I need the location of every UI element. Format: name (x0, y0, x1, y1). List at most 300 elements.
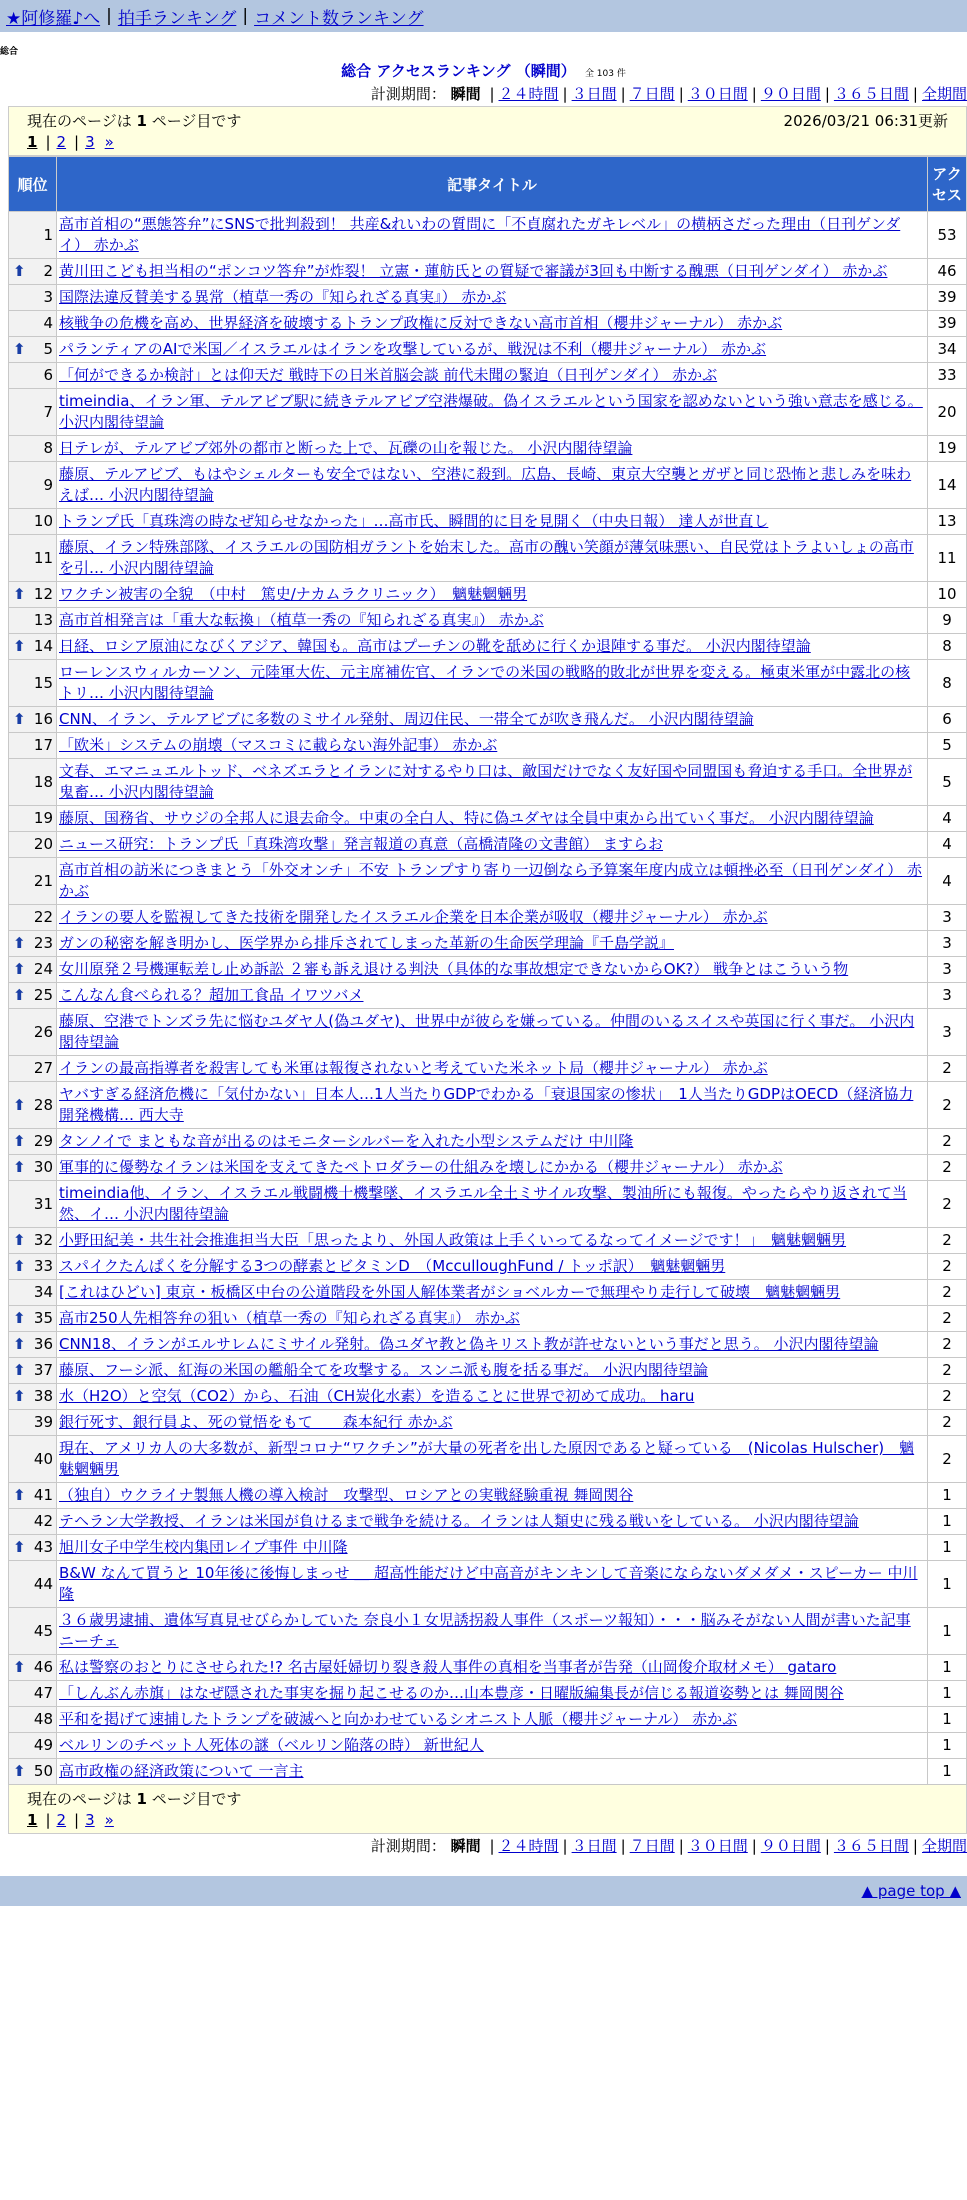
rank-cell (9, 582, 57, 608)
access-count: 1 (928, 1509, 967, 1535)
page-status: 現在のページは 1 ページ目です (27, 1789, 242, 1808)
rank-cell (9, 806, 57, 832)
period-link[interactable]: ３６５日間 (833, 85, 909, 103)
title-cell (57, 212, 928, 259)
rank-cell (9, 1082, 57, 1129)
article-link[interactable]: イランの要人を監視してきた技術を開発したイスラエル企業を日本企業が吸収（櫻井ジャーナル） 赤かぶ (59, 908, 768, 926)
access-count: 5 (928, 733, 967, 759)
article-link[interactable]: CNN、イラン、テルアビブに多数のミサイル発射、周辺住民、一帯全てが吹き飛んだ。 小沢内閣待望論 (59, 710, 754, 728)
period-current: 瞬間 (450, 85, 481, 103)
access-count: 2 (928, 1410, 967, 1436)
updated-timestamp: 2026/03/21 06:31更新 (783, 111, 948, 130)
table-row (9, 806, 967, 832)
title-cell (57, 634, 928, 660)
table-row (9, 337, 967, 363)
title-cell (57, 1655, 928, 1681)
rank-number: 24 (33, 960, 53, 978)
header-rank: 順位 (9, 157, 57, 212)
table-row (9, 905, 967, 931)
period-link[interactable]: ３日間 (571, 1837, 617, 1855)
page-separator: | (45, 133, 51, 151)
rank-number: 35 (33, 1309, 53, 1327)
access-count: 3 (928, 931, 967, 957)
article-link[interactable]: 水（H2O）と空気（CO2）から、石油（CH炭化水素）を造ることに世界で初めて成功。 haru (59, 1387, 695, 1405)
title-cell (57, 983, 928, 1009)
access-count: 34 (928, 337, 967, 363)
access-count: 14 (928, 462, 967, 509)
header-title: 記事タイトル (57, 157, 928, 212)
rank-number: 8 (43, 439, 53, 457)
access-count: 2 (928, 1056, 967, 1082)
rank-cell (9, 1410, 57, 1436)
title-cell (57, 1707, 928, 1733)
access-count: 2 (928, 1384, 967, 1410)
access-count: 19 (928, 436, 967, 462)
access-count: 6 (928, 707, 967, 733)
table-row (9, 1009, 967, 1056)
rank-cell (9, 608, 57, 634)
rank-number: 16 (33, 710, 53, 728)
rank-number: 44 (33, 1574, 53, 1593)
rank-up-arrow-icon: ⬆ (13, 934, 26, 952)
article-link[interactable]: こんなん食べられる？超加工食品 イワツバメ (59, 986, 364, 1004)
ranking-count: 全 103 件 (584, 69, 626, 79)
period-links-bottom (485, 1837, 967, 1855)
access-count: 46 (928, 259, 967, 285)
rank-cell (9, 1655, 57, 1681)
article-link[interactable]: 平和を掲げて速捕したトランプを破滅へと向かわせているシオニスト人脈（櫻井ジャーナル） 赤かぶ (59, 1710, 738, 1728)
table-row (9, 1332, 967, 1358)
rank-cell (9, 509, 57, 535)
rank-cell (9, 1306, 57, 1332)
rank-number: 39 (33, 1413, 53, 1431)
access-count: 1 (928, 1535, 967, 1561)
article-link[interactable]: 高市250人先相答弁の狙い（植草一秀の『知られざる真実』） 赤かぶ (59, 1309, 520, 1327)
article-link[interactable]: 「しんぶん赤旗」はなぜ隠された事実を掘り起こせるのか…山本豊彦・日曜版編集長が信じる報道姿勢とは 舞岡関谷 (59, 1684, 844, 1702)
table-row (9, 931, 967, 957)
rank-number: 45 (33, 1621, 53, 1640)
rank-number: 29 (33, 1132, 53, 1150)
rank-number: 32 (33, 1231, 53, 1249)
rank-cell (9, 285, 57, 311)
article-link[interactable]: 高市首相発言は「重大な転換」（植草一秀の『知られざる真実』） 赤かぶ (59, 611, 544, 629)
article-link[interactable]: ヤバすぎる経済危機に「気付かない」日本人…1人当たりGDPでわかる「衰退国家の惨状」 1人当たりGDPはOECD（経済協力開発機構… 西大寺 (59, 1085, 914, 1124)
access-count: 8 (928, 660, 967, 707)
rank-cell (9, 931, 57, 957)
article-link[interactable]: 黄川田こども担当相の“ポンコツ答弁”が炸裂！ 立憲・蓮舫氏との質疑で審議が3回も中断する醜悪（日刊ゲンダイ） 赤かぶ (59, 262, 888, 280)
title-cell (57, 1155, 928, 1181)
table-row (9, 1129, 967, 1155)
header-access: アクセス (928, 157, 967, 212)
footer-bar (0, 1876, 967, 1906)
access-count: 4 (928, 832, 967, 858)
rank-up-arrow-icon: ⬆ (13, 986, 26, 1004)
title-cell (57, 806, 928, 832)
rank-up-arrow-icon: ⬆ (13, 585, 26, 603)
access-count: 2 (928, 1129, 967, 1155)
title-cell (57, 535, 928, 582)
article-link[interactable]: 私は警察のおとりにさせられた!? 名古屋妊婦切り裂き殺人事件の真相を当事者が告発（山岡俊介取材メモ） gataro (59, 1658, 837, 1676)
rank-cell (9, 733, 57, 759)
period-link[interactable]: 全期間 (921, 85, 967, 103)
article-link[interactable]: 現在、アメリカ人の大多数が、新型コロナ“ワクチン”が大量の死者を出した原因であると疑っている (Nicolas Hulscher) 魑魅魍魎男 (59, 1439, 915, 1478)
article-link[interactable]: timeindia他、イラン、イスラエル戦闘機十機撃墜、イスラエル全土ミサイル攻撃、製油所にも報復。やったらやり返されて当然、イ… 小沢内閣待望論 (59, 1184, 907, 1223)
table-row (9, 1155, 967, 1181)
pager-top (8, 106, 967, 156)
table-row (9, 733, 967, 759)
table-row (9, 259, 967, 285)
period-link[interactable]: ３０日間 (687, 1837, 748, 1855)
article-link[interactable]: 藤原、テルアビブ、もはやシェルターも安全ではない、空港に殺到。広島、長崎、東京大空襲とガザと同じ恐怖と悲しみを味わえば… 小沢内閣待望論 (59, 465, 912, 504)
table-row (9, 311, 967, 337)
access-count: 2 (928, 1332, 967, 1358)
rank-number: 21 (33, 871, 53, 890)
article-link[interactable]: ニュース研究：トランプ氏「真珠湾攻撃」発言報道の真意（高橋清隆の文書館） ますらお (59, 835, 664, 853)
title-cell (57, 1733, 928, 1759)
title-cell (57, 1228, 928, 1254)
rank-cell (9, 1759, 57, 1785)
rank-cell (9, 1681, 57, 1707)
title-cell (57, 259, 928, 285)
page-link[interactable]: 3 (85, 133, 95, 151)
article-link[interactable]: 国際法違反賛美する異常（植草一秀の『知られざる真実』） 赤かぶ (59, 288, 507, 306)
article-link[interactable]: 高市政権の経済政策について 一言主 (59, 1762, 304, 1780)
access-count: 4 (928, 858, 967, 905)
table-row (9, 1254, 967, 1280)
rank-number: 13 (33, 611, 53, 629)
table-row (9, 1561, 967, 1608)
rank-cell (9, 1483, 57, 1509)
rank-cell (9, 1707, 57, 1733)
period-separator: | (562, 85, 568, 103)
rank-up-arrow-icon: ⬆ (13, 262, 26, 280)
rank-number: 48 (33, 1710, 53, 1728)
title-cell (57, 707, 928, 733)
period-link[interactable]: ２４時間 (498, 1837, 559, 1855)
rank-cell (9, 1608, 57, 1655)
rank-cell (9, 660, 57, 707)
rank-cell (9, 462, 57, 509)
comment-ranking-link[interactable]: コメント数ランキング (254, 8, 424, 29)
table-row (9, 1384, 967, 1410)
article-link[interactable]: 高市首相の訪米につきまとう「外交オンチ」不安 トランプすり寄り一辺倒なら予算案年度内成立は頓挫必至（日刊ゲンダイ） 赤かぶ (59, 861, 923, 900)
access-count: 20 (928, 389, 967, 436)
article-link[interactable]: CNN18、イランがエルサレムにミサイル発射。偽ユダヤ教と偽キリスト教が許せないという事だと思う。 小沢内閣待望論 (59, 1335, 879, 1353)
article-link[interactable]: 旭川女子中学生校内集団レイプ事件 中川隆 (59, 1538, 348, 1556)
article-link[interactable]: 文春、エマニュエルトッド、ベネズエラとイランに対するやり口は、敵国だけでなく友好国や同盟国も脅迫する手口。全世界が鬼畜… 小沢内閣待望論 (59, 762, 913, 801)
article-link[interactable]: ３６歳男逮捕、遺体写真見せびらかしていた 奈良小１女児誘拐殺人事件（スポーツ報知）・・・脳みそがない人間が書いた記事 ニーチェ (59, 1611, 911, 1650)
access-count: 2 (928, 1436, 967, 1483)
table-row (9, 634, 967, 660)
title-cell (57, 660, 928, 707)
table-row (9, 389, 967, 436)
period-link[interactable]: ３０日間 (687, 85, 748, 103)
rank-cell (9, 1009, 57, 1056)
table-row (9, 535, 967, 582)
rank-cell (9, 1056, 57, 1082)
article-link[interactable]: ガンの秘密を解き明かし、医学界から排斥されてしまった革新の生命医学理論『千島学説』 (59, 934, 675, 952)
rank-cell (9, 1181, 57, 1228)
table-row (9, 1608, 967, 1655)
rank-cell (9, 1358, 57, 1384)
access-count: 39 (928, 285, 967, 311)
rank-cell (9, 212, 57, 259)
title-cell (57, 1129, 928, 1155)
period-separator: | (912, 85, 918, 103)
access-count: 4 (928, 806, 967, 832)
period-link[interactable]: ９０日間 (760, 1837, 821, 1855)
article-link[interactable]: 藤原、国務省、サウジの全邦人に退去命令。中東の全白人、特に偽ユダヤは全員中東から出ていく事だ。 小沢内閣待望論 (59, 809, 874, 827)
title-cell (57, 1509, 928, 1535)
access-count: 5 (928, 759, 967, 806)
period-separator: | (489, 85, 495, 103)
rank-up-arrow-icon: ⬆ (13, 710, 26, 728)
rank-number: 23 (33, 934, 53, 952)
rank-number: 14 (33, 637, 53, 655)
table-row (9, 608, 967, 634)
access-count: 2 (928, 1306, 967, 1332)
rank-number: 42 (33, 1512, 53, 1530)
rank-number: 36 (33, 1335, 53, 1353)
access-count: 1 (928, 1707, 967, 1733)
rank-number: 47 (33, 1684, 53, 1702)
period-link[interactable]: ２４時間 (498, 85, 559, 103)
period-separator: | (562, 1837, 568, 1855)
access-count: 9 (928, 608, 967, 634)
title-cell (57, 931, 928, 957)
article-link[interactable]: 女川原発２号機運転差し止め訴訟 ２審も訴え退ける判決（具体的な事故想定できないからOK?） 戦争とはこういう物 (59, 960, 849, 978)
table-row (9, 858, 967, 905)
page-links-top (27, 131, 948, 153)
period-label: 計測期間： (370, 85, 446, 103)
rank-number: 1 (43, 225, 53, 244)
period-link[interactable]: ７日間 (629, 1837, 675, 1855)
table-row (9, 436, 967, 462)
rank-up-arrow-icon: ⬆ (13, 1658, 26, 1676)
table-row (9, 759, 967, 806)
top-nav-bar (0, 0, 967, 32)
rank-number: 15 (33, 673, 53, 692)
article-link[interactable]: 銀行死す、銀行員よ、死の覚悟をもて 森本紀行 赤かぶ (59, 1413, 453, 1431)
rank-number: 33 (33, 1257, 53, 1275)
article-link[interactable]: 小野田紀美・共生社会推進担当大臣「思ったより、外国人政策は上手くいってるなってイメージです！」 魑魅魍魎男 (59, 1231, 847, 1249)
rank-number: 11 (33, 548, 53, 567)
title-cell (57, 582, 928, 608)
access-count: 1 (928, 1561, 967, 1608)
title-cell (57, 1535, 928, 1561)
rank-cell (9, 1535, 57, 1561)
period-link[interactable]: ３日間 (571, 85, 617, 103)
rank-cell (9, 1280, 57, 1306)
rank-cell (9, 905, 57, 931)
title-cell (57, 733, 928, 759)
access-count: 11 (928, 535, 967, 582)
page-top-link[interactable]: ▲ page top ▲ (861, 1882, 961, 1900)
table-row (9, 1181, 967, 1228)
title-cell (57, 905, 928, 931)
ranking-table (8, 156, 967, 1785)
article-link[interactable]: 「何ができるか検討」とは仰天だ 戦時下の日米首脳会談 前代未聞の緊迫（日刊ゲンダイ） 赤かぶ (59, 366, 718, 384)
rank-cell (9, 363, 57, 389)
article-link[interactable]: ローレンスウィルカーソン、元陸軍大佐、元主席補佐官、イランでの米国の戦略的敗北が世界を変える。極東米軍が中露北の核トリ… 小沢内閣待望論 (59, 663, 911, 702)
access-count: 2 (928, 1155, 967, 1181)
table-row (9, 1535, 967, 1561)
table-row (9, 1228, 967, 1254)
period-link[interactable]: ７日間 (629, 85, 675, 103)
rank-cell (9, 858, 57, 905)
rank-cell (9, 707, 57, 733)
rank-cell (9, 1733, 57, 1759)
period-separator: | (912, 1837, 918, 1855)
rank-number: 20 (33, 835, 53, 853)
rank-up-arrow-icon: ⬆ (13, 1257, 26, 1275)
next-page-link[interactable]: » (104, 133, 114, 151)
title-cell (57, 1082, 928, 1129)
access-count: 3 (928, 957, 967, 983)
title-cell (57, 1681, 928, 1707)
rank-number: 30 (33, 1158, 53, 1176)
title-cell (57, 337, 928, 363)
rank-up-arrow-icon: ⬆ (13, 1361, 26, 1379)
rank-number: 25 (33, 986, 53, 1004)
rank-number: 2 (43, 262, 53, 280)
rank-up-arrow-icon: ⬆ (13, 1387, 26, 1405)
home-link[interactable]: ★阿修羅♪へ (6, 8, 101, 29)
title-cell (57, 1436, 928, 1483)
period-link[interactable]: ９０日間 (760, 85, 821, 103)
page-separator: | (74, 133, 80, 151)
title-cell (57, 389, 928, 436)
nav-separator: | (106, 6, 112, 26)
period-selector-top (8, 82, 967, 106)
rank-number: 34 (33, 1283, 53, 1301)
period-link[interactable]: ３６５日間 (833, 1837, 909, 1855)
article-link[interactable]: 核戦争の危機を高め、世界経済を破壊するトランプ政権に反対できない高市首相（櫻井ジャーナル） 赤かぶ (59, 314, 783, 332)
table-row (9, 509, 967, 535)
table-row (9, 363, 967, 389)
rank-cell (9, 259, 57, 285)
rank-up-arrow-icon: ⬆ (13, 1231, 26, 1249)
access-count: 2 (928, 1228, 967, 1254)
title-cell (57, 858, 928, 905)
article-link[interactable]: 日テレが、テルアビブ郊外の都市と断った上で、瓦礫の山を報じた。 小沢内閣待望論 (59, 439, 633, 457)
access-count: 2 (928, 1181, 967, 1228)
access-count: 1 (928, 1681, 967, 1707)
table-row (9, 983, 967, 1009)
title-cell (57, 436, 928, 462)
period-selector-bottom (8, 1834, 967, 1858)
rank-cell (9, 1129, 57, 1155)
title-cell (57, 462, 928, 509)
article-link[interactable]: パランティアのAIで米国／イスラエルはイランを攻撃しているが、戦況は不利（櫻井ジャーナル） 赤かぶ (59, 340, 767, 358)
table-row (9, 957, 967, 983)
page-link[interactable]: 2 (56, 133, 67, 151)
access-count: 39 (928, 311, 967, 337)
article-link[interactable]: 「欧米」システムの崩壊（マスコミに載らない海外記事） 赤かぶ (59, 736, 498, 754)
table-row (9, 582, 967, 608)
access-count: 3 (928, 983, 967, 1009)
article-link[interactable]: 軍事的に優勢なイランは米国を支えてきたペトロダラーの仕組みを壊しにかかる（櫻井ジャーナル） 赤かぶ (59, 1158, 783, 1176)
page-link[interactable]: 2 (56, 1811, 67, 1829)
rank-number: 6 (43, 366, 53, 384)
rank-number: 43 (33, 1538, 53, 1556)
rank-cell (9, 1155, 57, 1181)
access-count: 3 (928, 905, 967, 931)
rank-cell (9, 311, 57, 337)
rank-number: 28 (33, 1095, 53, 1114)
title-cell (57, 608, 928, 634)
rank-cell (9, 832, 57, 858)
article-link[interactable]: ベルリンのチベット人死体の謎（ベルリン陥落の時） 新世紀人 (59, 1736, 484, 1754)
rank-cell (9, 759, 57, 806)
article-link[interactable]: スパイクたんぱくを分解する3つの酵素とビタミンD （McculloughFund / トッポ訳） 魑魅魍魎男 (59, 1257, 726, 1275)
title-cell (57, 1056, 928, 1082)
article-link[interactable]: （独自）ウクライナ製無人機の導入検討 攻撃型、ロシアとの実戦経験重視 舞岡関谷 (59, 1486, 634, 1504)
rank-cell (9, 1254, 57, 1280)
article-link[interactable]: 日経、ロシア原油になびくアジア、韓国も。高市はプーチンの靴を舐めに行くか退陣する事だ。 小沢内閣待望論 (59, 637, 811, 655)
article-link[interactable]: 藤原、空港でトンズラ先に悩むユダヤ人(偽ユダヤ)、世界中が彼らを嫌っている。仲間のいるスイスや英国に行く事だ。 小沢内閣待望論 (59, 1012, 915, 1051)
page-links-bottom (27, 1809, 948, 1831)
access-count: 2 (928, 1280, 967, 1306)
rank-cell (9, 1509, 57, 1535)
rank-number: 17 (33, 736, 53, 754)
title-cell (57, 509, 928, 535)
clap-ranking-link[interactable]: 拍手ランキング (117, 8, 237, 29)
article-link[interactable]: 藤原、フーシ派、紅海の米国の艦船全てを攻撃する。スンニ派も腹を括る事だ。 小沢内閣待望論 (59, 1361, 709, 1379)
rank-number: 26 (33, 1022, 53, 1041)
rank-cell (9, 957, 57, 983)
rank-cell (9, 436, 57, 462)
access-count: 2 (928, 1082, 967, 1129)
rank-number: 4 (43, 314, 53, 332)
table-row (9, 1509, 967, 1535)
table-row (9, 285, 967, 311)
title-cell (57, 1759, 928, 1785)
article-link[interactable]: テヘラン大学教授、イランは米国が負けるまで戦争を続ける。イランは人類史に残る戦いをしている。 小沢内閣待望論 (59, 1512, 859, 1530)
ranking-title: 総合 アクセスランキング （瞬間） (341, 62, 576, 80)
article-link[interactable]: B&W なんて買うと 10年後に後悔しまっせ ＿ 超高性能だけど中高音がキンキンして音楽にならないダメダメ・スピーカー 中川隆 (59, 1564, 918, 1603)
page-status: 現在のページは 1 ページ目です (27, 111, 242, 130)
article-link[interactable]: タンノイで まともな音が出るのはモニターシルバーを入れた小型システムだけ 中川隆 (59, 1132, 634, 1150)
period-separator: | (489, 1837, 495, 1855)
article-link[interactable]: イランの最高指導者を殺害しても米軍は報復されないと考えていた米ネット局（櫻井ジャーナル） 赤かぶ (59, 1059, 768, 1077)
access-count: 1 (928, 1483, 967, 1509)
rank-number: 49 (33, 1736, 53, 1754)
period-link[interactable]: 全期間 (921, 1837, 967, 1855)
next-page-link[interactable]: » (104, 1811, 114, 1829)
title-cell (57, 1009, 928, 1056)
article-link[interactable]: [これはひどい] 東京・板橋区中台の公道階段を外国人解体業者がショベルカーで無理やり走行して破壊 魑魅魍魎男 (59, 1283, 841, 1301)
access-count: 3 (928, 1009, 967, 1056)
access-count: 33 (928, 363, 967, 389)
article-link[interactable]: トランプ氏「真珠湾の時なぜ知らせなかった」…高市氏、瞬間的に目を見開く（中央日報） 達人が世直し (59, 512, 769, 530)
table-row (9, 660, 967, 707)
rank-up-arrow-icon: ⬆ (13, 1095, 26, 1114)
article-link[interactable]: 藤原、イラン特殊部隊、イスラエルの国防相ガラントを始末した。高市の醜い笑顔が薄気味悪い、自民党はトラよいしょの高市を引… 小沢内閣待望論 (59, 538, 914, 577)
article-link[interactable]: 高市首相の“悪態答弁”にSNSで批判殺到！ 共産&れいわの質問に「不貞腐れたガキレベル」の横柄さだった理由（日刊ゲンダイ） 赤かぶ (59, 215, 901, 254)
period-separator: | (824, 85, 830, 103)
title-cell (57, 1358, 928, 1384)
article-link[interactable]: ワクチン被害の全貌 （中村 篤史/ナカムラクリニック） 魑魅魍魎男 (59, 585, 528, 603)
page-link[interactable]: 3 (85, 1811, 95, 1829)
rank-cell (9, 634, 57, 660)
access-count: 53 (928, 212, 967, 259)
table-row (9, 1306, 967, 1332)
table-row (9, 1733, 967, 1759)
table-row (9, 462, 967, 509)
rank-number: 46 (33, 1658, 53, 1676)
article-link[interactable]: timeindia、イラン軍、テルアビブ駅に続きテルアビブ空港爆破。偽イスラエルという国家を認めないという強い意志を感じる。 小沢内閣待望論 (59, 392, 923, 431)
